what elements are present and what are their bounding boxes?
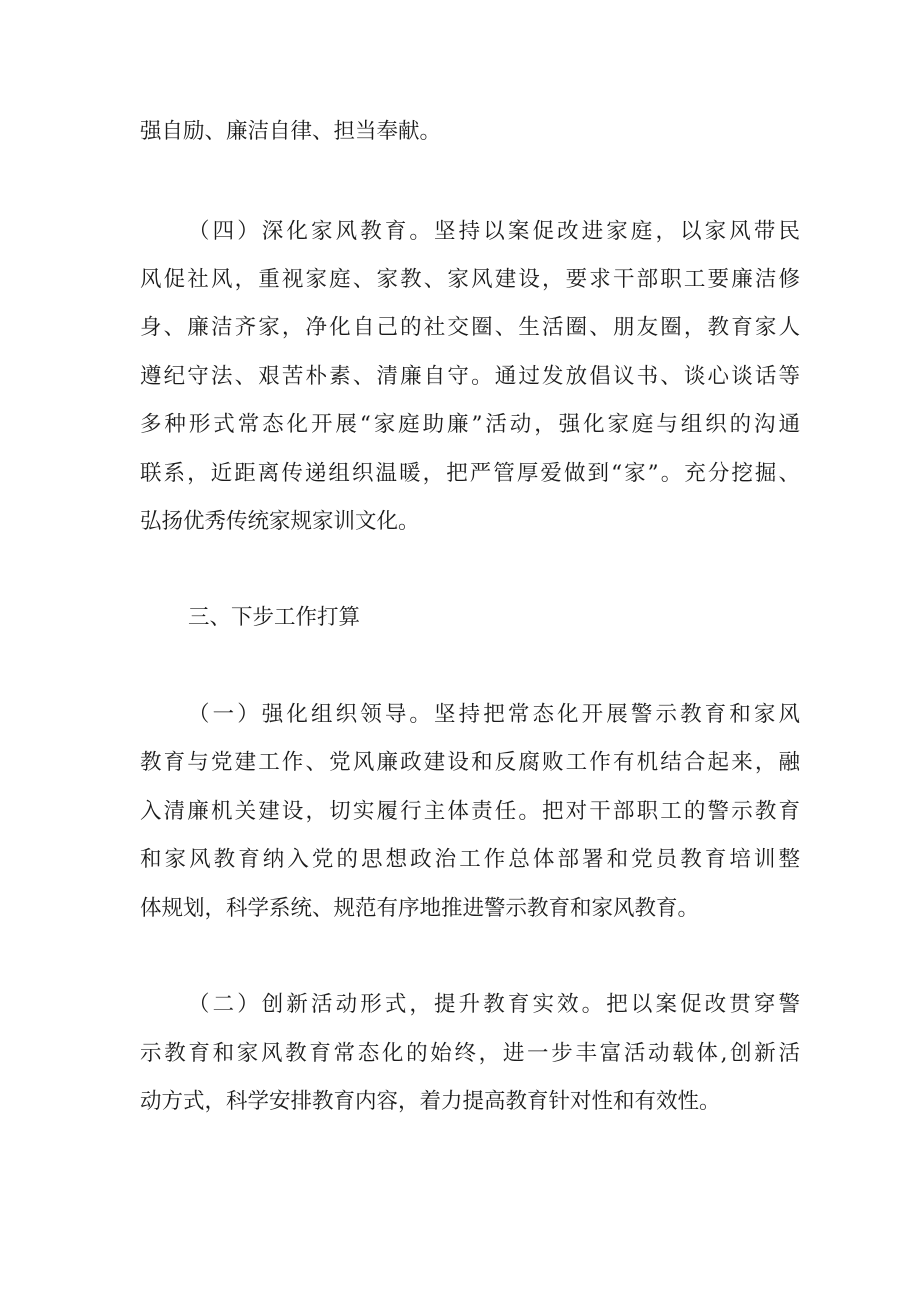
paragraph-line: 和家风教育纳入党的思想政治工作总体部署和党员教育培训整 bbox=[140, 847, 800, 872]
section-heading: 三、下步工作打算 bbox=[188, 605, 361, 630]
paragraph-line: 风促社风，重视家庭、家教、家风建设，要求干部职工要廉洁修 bbox=[140, 267, 800, 292]
paragraph-line: 教育与党建工作、党风廉政建设和反腐败工作有机结合起来，融 bbox=[140, 750, 800, 775]
paragraph-line: 示教育和家风教育常态化的始终，进一步丰富活动载体,创新活 bbox=[140, 1041, 800, 1066]
paragraph-line: 动方式，科学安排教育内容，着力提高教育针对性和有效性。 bbox=[140, 1089, 721, 1114]
paragraph-line: 体规划，科学系统、规范有序地推进警示教育和家风教育。 bbox=[140, 896, 700, 921]
paragraph-line: 身、廉洁齐家，净化自己的社交圈、生活圈、朋友圈，教育家人 bbox=[140, 315, 800, 340]
paragraph-line: （一）强化组织领导。坚持把常态化开展警示教育和家风 bbox=[188, 702, 800, 727]
paragraph-line: 联系，近距离传递组织温暖，把严管厚爱做到“家”。充分挖掘、 bbox=[140, 461, 800, 486]
paragraph-line: 入清廉机关建设，切实履行主体责任。把对干部职工的警示教育 bbox=[140, 799, 800, 824]
paragraph-line: （二）创新活动形式，提升教育实效。把以案促改贯穿警 bbox=[188, 992, 800, 1017]
paragraph-line: 强自励、廉洁自律、担当奉献。 bbox=[140, 119, 442, 144]
paragraph-line: 多种形式常态化开展“家庭助廉”活动，强化家庭与组织的沟通 bbox=[140, 412, 800, 437]
paragraph-line: 遵纪守法、艰苦朴素、清廉自守。通过发放倡议书、谈心谈话等 bbox=[140, 364, 800, 389]
paragraph-line: （四）深化家风教育。坚持以案促改进家庭，以家风带民 bbox=[188, 219, 800, 244]
paragraph-line: 弘扬优秀传统家规家训文化。 bbox=[140, 509, 420, 534]
